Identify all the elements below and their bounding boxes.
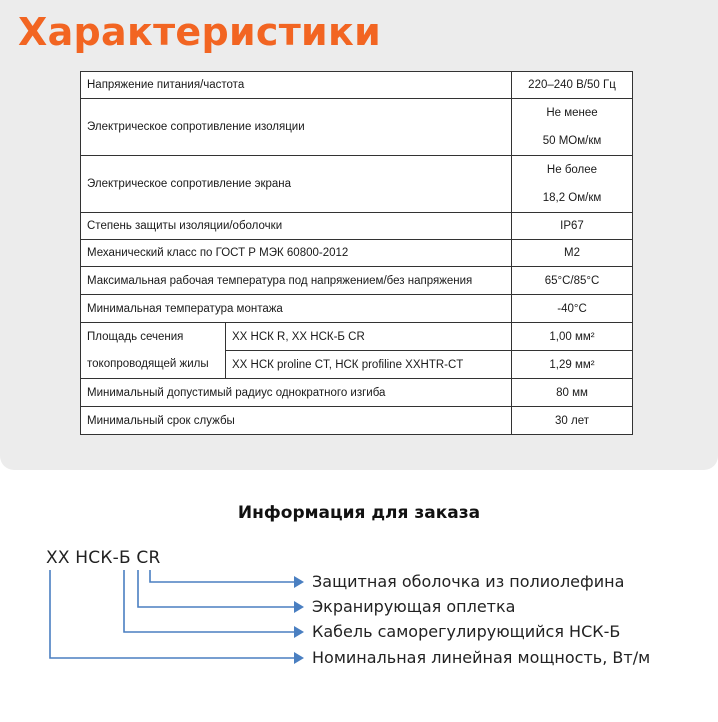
order-legend-braid: Экранирующая оплетка bbox=[312, 597, 516, 616]
table-row bbox=[81, 99, 633, 156]
arrow-line-sheath bbox=[150, 570, 296, 582]
order-code: XX НСК-Б CR bbox=[46, 548, 161, 568]
table-row bbox=[81, 156, 633, 213]
order-legend-power: Номинальная линейная мощность, Вт/м bbox=[312, 648, 651, 667]
table-row bbox=[81, 213, 633, 240]
spec-value-line: 18,2 Ом/км bbox=[542, 192, 602, 204]
spec-model: ХХ НСК R, ХХ НСК-Б CR bbox=[226, 323, 512, 351]
spec-value-line: 50 МОм/км bbox=[542, 135, 602, 147]
spec-value bbox=[512, 156, 633, 213]
arrow-head-power bbox=[294, 652, 304, 664]
spec-label: Минимальный допустимый радиус однократного изгиба bbox=[81, 379, 512, 407]
table-row bbox=[81, 267, 633, 295]
order-info-title: Информация для заказа bbox=[237, 503, 481, 523]
arrow-head-sheath bbox=[294, 576, 304, 588]
arrow-head-braid bbox=[294, 601, 304, 613]
spec-value: 1,00 мм² bbox=[512, 323, 633, 351]
spec-label: Механический класс по ГОСТ Р МЭК 60800-2012 bbox=[81, 240, 512, 267]
spec-value: 220–240 В/50 Гц bbox=[512, 72, 633, 99]
table-row bbox=[81, 72, 633, 99]
spec-model: ХХ НСК proline CT, НСК profiline XXHTR-CT bbox=[226, 351, 512, 379]
spec-label: Минимальная температура монтажа bbox=[81, 295, 512, 323]
spec-label: Минимальный срок службы bbox=[81, 407, 512, 435]
arrow-line-cable bbox=[124, 570, 296, 632]
table-row bbox=[81, 407, 633, 435]
spec-value bbox=[512, 99, 633, 156]
arrow-line-braid bbox=[138, 570, 296, 607]
spec-value-line: Не менее bbox=[546, 107, 598, 119]
table-row bbox=[81, 240, 633, 267]
order-legend-sheath: Защитная оболочка из полиолефина bbox=[312, 572, 625, 591]
spec-label: Электрическое сопротивление изоляции bbox=[81, 99, 512, 156]
arrow-line-power bbox=[50, 570, 296, 658]
spec-value: -40°C bbox=[512, 295, 633, 323]
spec-label: токопроводящей жилы bbox=[81, 351, 226, 379]
page-title: Характеристики bbox=[18, 10, 381, 54]
spec-label: Напряжение питания/частота bbox=[81, 72, 512, 99]
spec-value: 30 лет bbox=[512, 407, 633, 435]
arrow-head-cable bbox=[294, 626, 304, 638]
spec-value: М2 bbox=[512, 240, 633, 267]
table-row bbox=[81, 351, 633, 379]
table-row bbox=[81, 379, 633, 407]
spec-label: Максимальная рабочая температура под напряжением/без напряжения bbox=[81, 267, 512, 295]
specs-table bbox=[80, 71, 633, 435]
table-row bbox=[81, 295, 633, 323]
spec-value: IP67 bbox=[512, 213, 633, 240]
spec-value: 1,29 мм² bbox=[512, 351, 633, 379]
spec-label: Площадь сечения bbox=[81, 323, 226, 351]
spec-label: Электрическое сопротивление экрана bbox=[81, 156, 512, 213]
table-row bbox=[81, 323, 633, 351]
spec-value: 65°C/85°C bbox=[512, 267, 633, 295]
spec-value: 80 мм bbox=[512, 379, 633, 407]
order-legend-cable: Кабель саморегулирующийся НСК-Б bbox=[312, 622, 621, 641]
spec-value-line: Не более bbox=[546, 164, 598, 176]
spec-label: Степень защиты изоляции/оболочки bbox=[81, 213, 512, 240]
